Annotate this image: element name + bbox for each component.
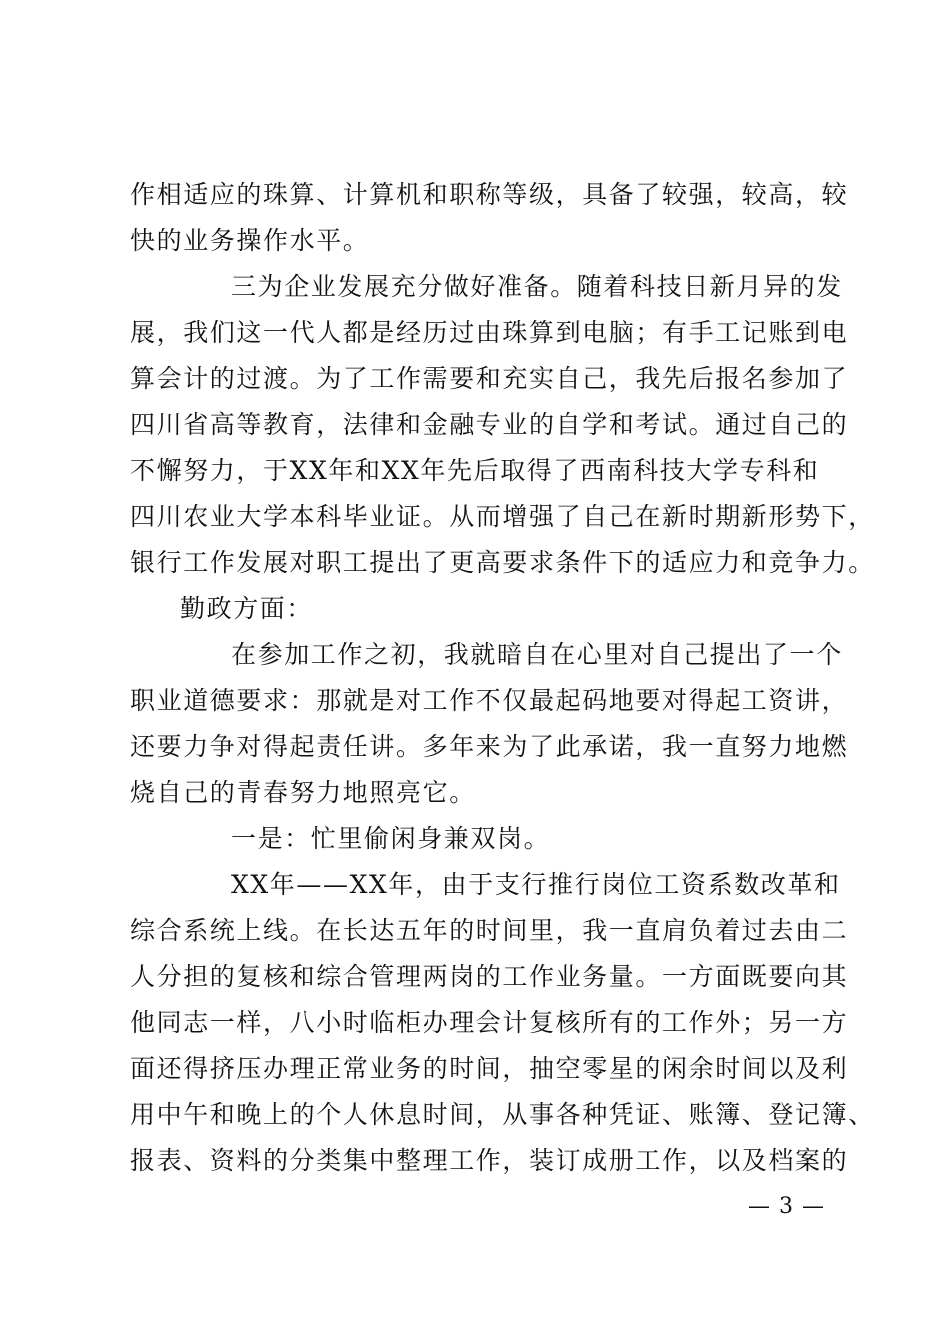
page-number: — 3 — (748, 1194, 825, 1219)
section-heading: 勤政方面： (180, 594, 314, 623)
paragraph-start-line: XX年——XX年，由于支行推行岗位工资系数改革和 (231, 870, 841, 899)
subheading-line: 一是：忙里偷闲身兼双岗。 (231, 824, 551, 853)
text-line: 还要力争对得起责任讲。多年来为了此承诺，我一直努力地燃 (130, 732, 849, 761)
text-line: 作相适应的珠算、计算机和职称等级，具备了较强，较高，较 (130, 180, 849, 209)
text-line: 综合系统上线。在长达五年的时间里，我一直肩负着过去由二 (130, 916, 849, 945)
text-line: 银行工作发展对职工提出了更高要求条件下的适应力和竞争力。 (130, 548, 875, 577)
text-line: 面还得挤压办理正常业务的时间，抽空零星的闲余时间以及利 (130, 1054, 849, 1083)
text-line: 职业道德要求：那就是对工作不仅最起码地要对得起工资讲， (130, 686, 849, 715)
text-line: 报表、资料的分类集中整理工作，装订成册工作，以及档案的 (130, 1146, 849, 1175)
text-line: 他同志一样，八小时临柜办理会计复核所有的工作外；另一方 (130, 1008, 849, 1037)
text-line: 快的业务操作水平。 (130, 226, 370, 255)
paragraph-start-line: 在参加工作之初，我就暗自在心里对自己提出了一个 (231, 640, 843, 669)
text-line: 不懈努力，于XX年和XX年先后取得了西南科技大学专科和 (130, 456, 820, 485)
paragraph-start-line: 三为企业发展充分做好准备。随着科技日新月异的发 (231, 272, 843, 301)
text-line: 算会计的过渡。为了工作需要和充实自己，我先后报名参加了 (130, 364, 849, 393)
text-line: 烧自己的青春努力地照亮它。 (130, 778, 476, 807)
text-line: 四川农业大学本科毕业证。从而增强了自己在新时期新形势下， (130, 502, 875, 531)
text-line: 人分担的复核和综合管理两岗的工作业务量。一方面既要向其 (130, 962, 849, 991)
text-line: 用中午和晚上的个人休息时间，从事各种凭证、账簿、登记簿、 (130, 1100, 875, 1129)
text-line: 展，我们这一代人都是经历过由珠算到电脑；有手工记账到电 (130, 318, 849, 347)
text-line: 四川省高等教育，法律和金融专业的自学和考试。通过自己的 (130, 410, 849, 439)
